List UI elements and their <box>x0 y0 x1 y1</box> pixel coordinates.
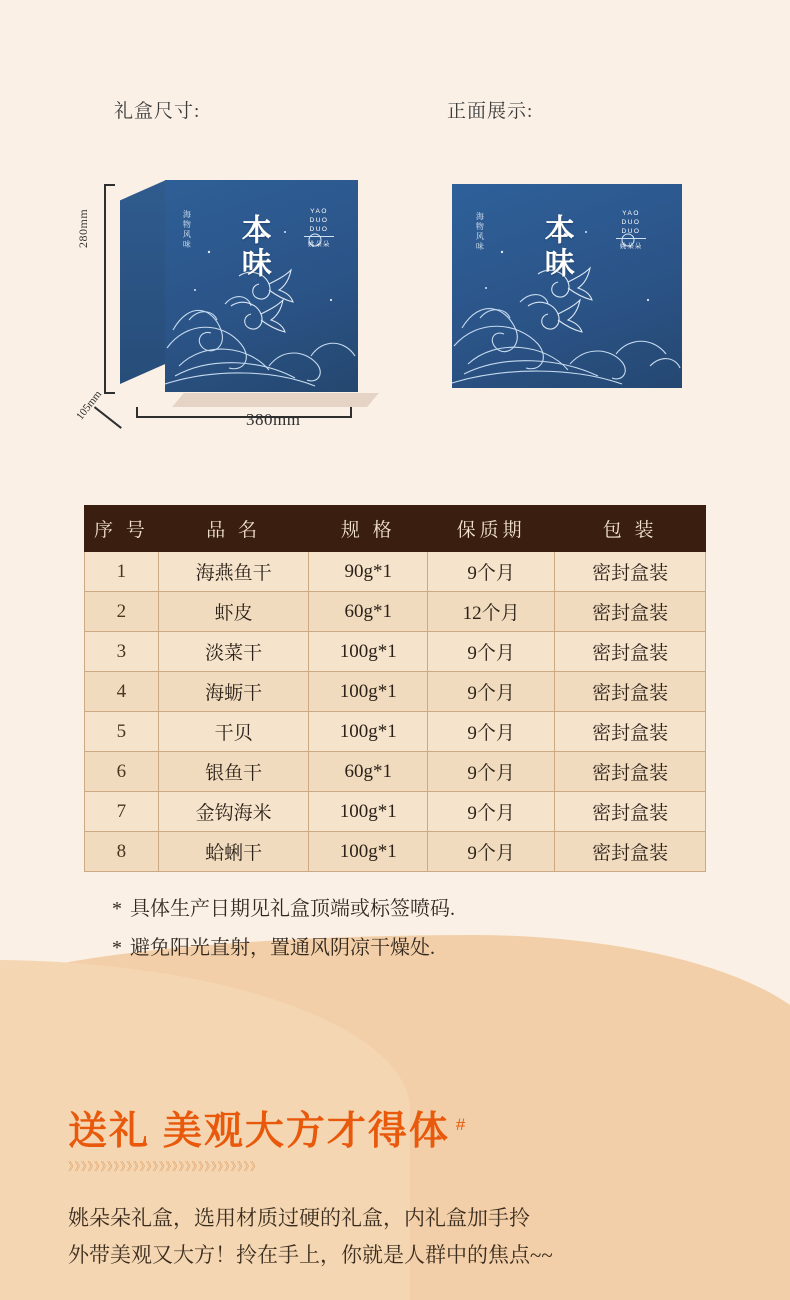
spec-table <box>84 505 706 872</box>
table-header-spec: 规 格 <box>309 506 428 552</box>
header-labels <box>0 96 790 124</box>
brand-logo-en-line3: DUO <box>309 225 329 233</box>
cell-name: 海燕鱼干 <box>158 552 309 592</box>
cell-shelf: 9个月 <box>428 832 555 872</box>
note-marker: * <box>112 898 122 920</box>
cell-spec: 100g*1 <box>309 832 428 872</box>
promo-chevron-divider: 》》》》》》》》》》》》》》》》》》》》》》》》》》》》》 <box>68 1161 262 1173</box>
table-row <box>85 672 706 712</box>
height-dimension-bracket <box>104 184 115 394</box>
box-front-panel <box>165 180 358 392</box>
cell-spec: 60g*1 <box>309 592 428 632</box>
gift-box-3d <box>120 180 358 410</box>
box-front-title: 本味 <box>539 214 573 280</box>
cell-spec: 60g*1 <box>309 752 428 792</box>
cell-pack: 密封盒装 <box>555 752 706 792</box>
table-row <box>85 592 706 632</box>
cell-shelf: 12个月 <box>428 592 555 632</box>
brand-logo-cn: 姚朵朵 <box>307 241 331 249</box>
notes-block <box>112 890 455 968</box>
cell-pack: 密封盒装 <box>555 792 706 832</box>
cell-name: 干贝 <box>158 712 309 752</box>
brand-logo-front-en-line1: YAO <box>622 210 640 217</box>
brand-logo-en-line1: YAO <box>310 208 328 215</box>
table-header-shelf: 保质期 <box>428 506 555 552</box>
box-title: 本味 <box>236 214 270 280</box>
table-body <box>85 552 706 872</box>
cell-no: 2 <box>85 592 159 632</box>
cell-name: 蛤蜊干 <box>158 832 309 872</box>
table-header-pack: 包 装 <box>555 506 706 552</box>
cell-no: 8 <box>85 832 159 872</box>
table-row <box>85 632 706 672</box>
promo-body <box>68 1200 553 1274</box>
brand-logo-front-en-line2: DUO <box>621 218 641 226</box>
promo-heading-text: 送礼 美观大方才得体 <box>68 1110 450 1153</box>
brand-logo-front-divider <box>616 238 646 239</box>
cell-spec: 100g*1 <box>309 792 428 832</box>
cell-name: 金钩海米 <box>158 792 309 832</box>
width-dimension-label: 380mm <box>246 410 301 429</box>
box-side-panel <box>120 180 166 384</box>
package-illustration-area <box>0 170 790 450</box>
promo-heading <box>68 1100 467 1156</box>
brand-logo-front-en-line3: DUO <box>621 227 641 235</box>
cell-shelf: 9个月 <box>428 632 555 672</box>
box-shadow-bar <box>172 393 379 407</box>
brand-logo-divider <box>304 236 334 237</box>
table-header-row <box>85 506 706 552</box>
cell-pack: 密封盒装 <box>555 552 706 592</box>
spec-table-wrap <box>84 505 706 872</box>
table-row <box>85 552 706 592</box>
cell-no: 4 <box>85 672 159 712</box>
table-row <box>85 792 706 832</box>
cell-shelf: 9个月 <box>428 672 555 712</box>
table-row <box>85 752 706 792</box>
note-marker: * <box>112 937 122 959</box>
cell-pack: 密封盒装 <box>555 592 706 632</box>
cell-pack: 密封盒装 <box>555 832 706 872</box>
cell-name: 淡菜干 <box>158 632 309 672</box>
cell-name: 银鱼干 <box>158 752 309 792</box>
table-header-name: 品 名 <box>158 506 309 552</box>
promo-heading-mark: # <box>455 1115 468 1134</box>
gift-box-size-label: 礼盒尺寸: <box>114 101 201 122</box>
brand-logo <box>297 208 341 248</box>
cell-no: 5 <box>85 712 159 752</box>
cell-no: 3 <box>85 632 159 672</box>
front-view-label: 正面展示: <box>447 101 534 122</box>
table-row <box>85 712 706 752</box>
brand-logo-en-line2: DUO <box>309 216 329 224</box>
cell-no: 6 <box>85 752 159 792</box>
brand-logo-front-cn: 姚朵朵 <box>619 243 643 251</box>
cell-pack: 密封盒装 <box>555 672 706 712</box>
gift-box-front-view <box>452 184 682 388</box>
cell-shelf: 9个月 <box>428 712 555 752</box>
note-text: 具体生产日期见礼盒顶端或标签喷码. <box>130 898 455 920</box>
cell-spec: 100g*1 <box>309 712 428 752</box>
cell-name: 虾皮 <box>158 592 309 632</box>
brand-logo-front <box>608 210 654 250</box>
cell-shelf: 9个月 <box>428 752 555 792</box>
box-front-side-text: 海物风味 <box>475 212 485 252</box>
cell-spec: 100g*1 <box>309 632 428 672</box>
cell-shelf: 9个月 <box>428 552 555 592</box>
cell-spec: 90g*1 <box>309 552 428 592</box>
cell-no: 1 <box>85 552 159 592</box>
note-line <box>112 929 455 968</box>
promo-body-line2: 外带美观又大方！拎在手上，你就是人群中的焦点~~ <box>68 1242 553 1267</box>
depth-dimension-label: 105mm <box>74 388 105 423</box>
promo-body-line1: 姚朵朵礼盒，选用材质过硬的礼盒，内礼盒加手拎 <box>68 1206 530 1230</box>
box-side-text: 海物风味 <box>182 210 192 250</box>
table-header-no: 序 号 <box>85 506 159 552</box>
note-line <box>112 890 455 929</box>
cell-name: 海蛎干 <box>158 672 309 712</box>
cell-spec: 100g*1 <box>309 672 428 712</box>
cell-pack: 密封盒装 <box>555 632 706 672</box>
cell-shelf: 9个月 <box>428 792 555 832</box>
height-dimension-label: 280mm <box>76 208 90 248</box>
table-row <box>85 832 706 872</box>
note-text: 避免阳光直射，置通风阴凉干燥处. <box>130 937 435 959</box>
cell-no: 7 <box>85 792 159 832</box>
cell-pack: 密封盒装 <box>555 712 706 752</box>
